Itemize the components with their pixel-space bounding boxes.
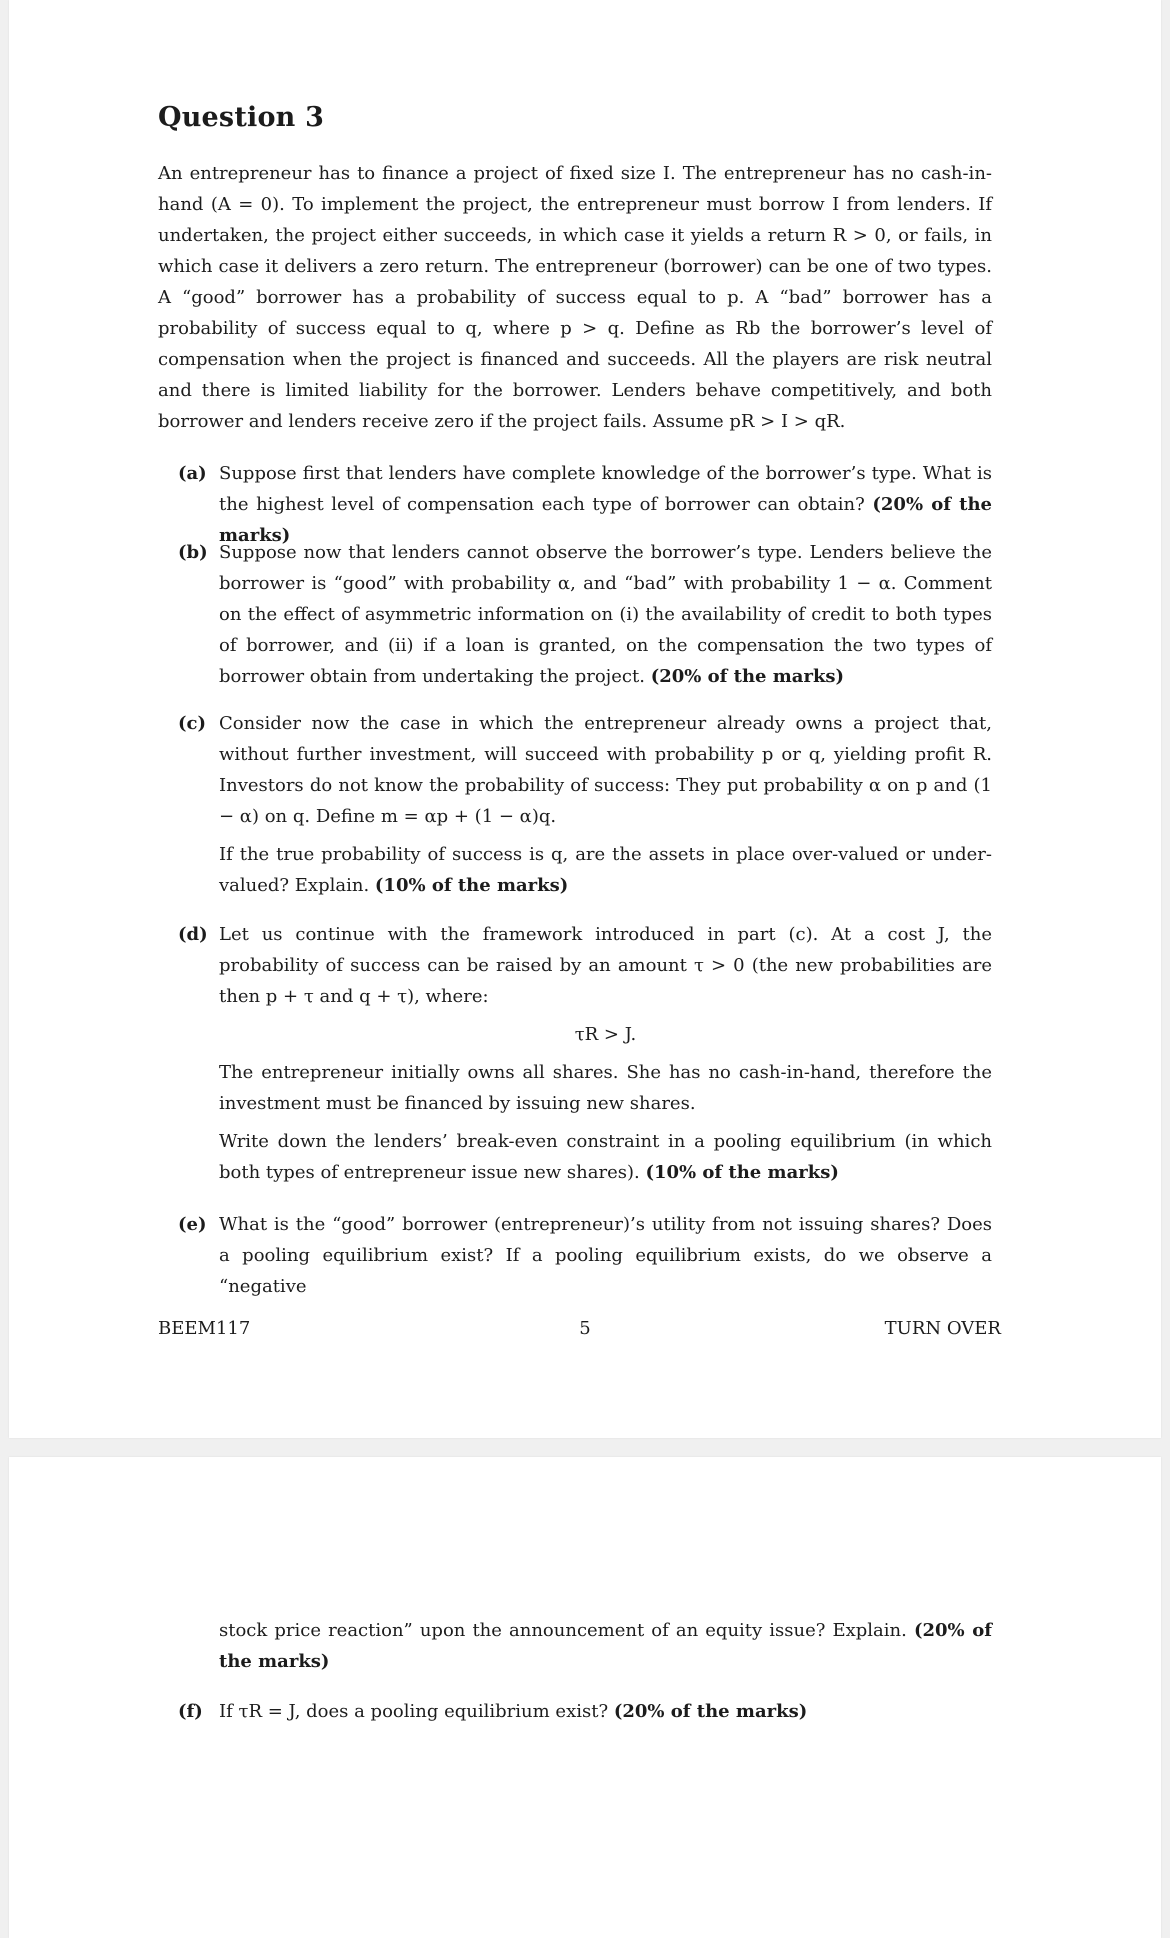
part-d-equation: τR > J. (574, 1024, 637, 1045)
part-a-label: (a) (178, 463, 207, 484)
part-c-marks: (10% of the marks) (374, 875, 569, 896)
part-c (178, 708, 992, 908)
footer-turn-over: TURN OVER (884, 1318, 1001, 1339)
part-d-marks: (10% of the marks) (645, 1162, 839, 1183)
part-f-label: (f) (178, 1701, 203, 1722)
part-f-text: If τR = J, does a pooling equilibrium exist? (219, 1701, 609, 1722)
part-d-label: (d) (178, 924, 208, 945)
part-a-text: Suppose first that lenders have complete knowledge of the borrower’s type. What is the highest level of compensation each type of borrower can obtain? (219, 463, 992, 515)
part-b-marks: (20% of the marks) (650, 666, 845, 687)
footer-course-code: BEEM117 (158, 1318, 251, 1339)
part-e (178, 1209, 992, 1309)
part-f-marks: (20% of the marks) (613, 1701, 808, 1722)
part-c-text2: If the true probability of success is q, are the assets in place over-valued or under-valued? Explain. (219, 844, 992, 896)
part-d-text3: Write down the lenders’ break-even constraint in a pooling equilibrium (in which both types of entrepreneur issue new shares). (219, 1131, 992, 1183)
part-b (178, 537, 992, 699)
part-c-label: (c) (178, 713, 206, 734)
part-c-text: Consider now the case in which the entrepreneur already owns a project that, without further investment, will succeed with probability p or q, yielding profit R. Investors do not know the probability of success: They put probability α on p and (1 − α) on q. Define m = αp + (1 − α)q. (219, 713, 992, 827)
question-intro: An entrepreneur has to finance a project of fixed size I. The entrepreneur has no cash-in-hand (A = 0). To implement the project, the entrepreneur must borrow I from lenders. If undertaken, the project either succeeds, in which case it yields a return R > 0, or fails, in which case it delivers a zero return. The entrepreneur (borrower) can be one of two types. A “good” borrower has a probability of success equal to p. A “bad” borrower has a probability of success equal to q, where p > q. Define as Rb the borrower’s level of compensation when the project is financed and succeeds. All the players are risk neutral and there is limited liability for the borrower. Lenders behave competitively, and both borrower and lenders receive zero if the project fails. Assume pR > I > qR. (158, 163, 992, 432)
part-e-text: What is the “good” borrower (entrepreneur)’s utility from not issuing shares? Does a pooling equilibrium exist? If a pooling equilibrium exists, do we observe a “negative (219, 1214, 992, 1297)
part-b-text: Suppose now that lenders cannot observe the borrower’s type. Lenders believe the borrower is “good” with probability α, and “bad” with probability 1 − α. Comment on the effect of asymmetric information on (i) the availability of credit to both types of borrower, and (ii) if a loan is granted, on the compensation the two types of borrower obtain from undertaking the project. (219, 542, 992, 687)
part-e-continued (178, 1615, 992, 1684)
part-e-text-cont: stock price reaction” upon the announcement of an equity issue? Explain. (219, 1620, 907, 1641)
part-a-marks: (20% of the marks) (219, 494, 992, 546)
part-b-label: (b) (178, 542, 208, 563)
part-d (178, 919, 992, 1195)
question-heading: Question 3 (158, 102, 325, 133)
part-f (178, 1696, 992, 1734)
part-d-text: Let us continue with the framework introduced in part (c). At a cost J, the probability of success can be raised by an amount τ > 0 (the new probabilities are then p + τ and q + τ), where: (219, 924, 992, 1007)
footer-page-number: 5 (579, 1318, 591, 1339)
part-e-marks: (20% of the marks) (219, 1620, 992, 1672)
part-d-text2: The entrepreneur initially owns all shares. She has no cash-in-hand, therefore the investment must be financed by issuing new shares. (219, 1062, 992, 1114)
part-e-label: (e) (178, 1214, 207, 1235)
